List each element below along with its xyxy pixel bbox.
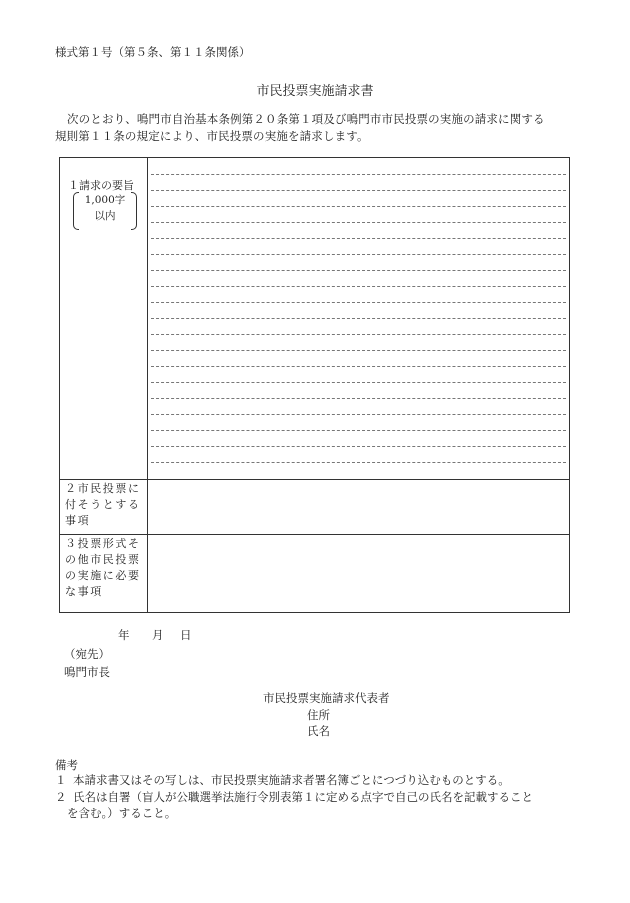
section-3-label-line: ３投票形式そ xyxy=(65,537,141,550)
section-3-entry-area[interactable] xyxy=(148,535,569,612)
writing-line xyxy=(151,398,566,399)
writing-line xyxy=(151,446,566,447)
char-limit-suffix: 以内 xyxy=(94,210,116,222)
writing-line xyxy=(151,462,566,463)
writing-line xyxy=(151,334,566,335)
writing-line xyxy=(151,238,566,239)
section-1-note xyxy=(73,192,137,230)
month-label: 月 xyxy=(152,628,164,642)
writing-line xyxy=(151,382,566,383)
section-3-label-line: の他市民投票 xyxy=(65,553,141,566)
note-item xyxy=(55,789,533,805)
note-text-continuation: を含む。）すること。 xyxy=(67,806,177,820)
section-3-label xyxy=(65,536,141,600)
section-2-label-line: ２市民投票に xyxy=(65,482,141,495)
day-label: 日 xyxy=(180,628,192,642)
bracket-left xyxy=(73,192,79,230)
char-limit: 1,000字 xyxy=(84,194,126,206)
representative-address-label: 住所 xyxy=(307,708,330,722)
writing-line xyxy=(151,318,566,319)
form-number: 様式第１号（第５条、第１１条関係） xyxy=(55,45,251,59)
writing-line xyxy=(151,254,566,255)
note-number: １ xyxy=(55,773,67,787)
section-2-label-line: 事項 xyxy=(65,514,91,527)
writing-line xyxy=(151,190,566,191)
writing-line xyxy=(151,174,566,175)
intro-line-1: 次のとおり、鳴門市自治基本条例第２０条第１項及び鳴門市市民投票の実施の請求に関する xyxy=(67,112,545,126)
note-number: ２ xyxy=(55,790,67,804)
section-2-label-line: 付そうとする xyxy=(65,498,141,511)
section-2-entry-area[interactable] xyxy=(148,480,569,534)
addressee-label: （宛先） xyxy=(64,647,110,661)
writing-line xyxy=(151,222,566,223)
writing-line xyxy=(151,286,566,287)
section-1-label: １請求の要旨 xyxy=(68,179,134,192)
note-item xyxy=(55,772,510,788)
document-title: 市民投票実施請求書 xyxy=(256,84,374,99)
writing-line xyxy=(151,270,566,271)
writing-line xyxy=(151,430,566,431)
intro-line-2: 規則第１１条の規定により、市民投票の実施を請求します。 xyxy=(55,129,369,143)
section-3-label-line: の実施に必要 xyxy=(65,569,141,582)
writing-line xyxy=(151,206,566,207)
representative-name-label: 氏名 xyxy=(307,724,330,738)
section-2-label xyxy=(65,481,141,529)
writing-line xyxy=(151,366,566,367)
writing-line xyxy=(151,414,566,415)
note-text: 本請求書又はその写しは、市民投票実施請求者署名簿ごとにつづり込むものとする。 xyxy=(73,773,510,787)
date-line xyxy=(118,627,192,643)
writing-line xyxy=(151,350,566,351)
writing-line xyxy=(151,302,566,303)
bracket-right xyxy=(131,192,137,230)
mayor-label: 鳴門市長 xyxy=(64,665,110,679)
year-label: 年 xyxy=(118,628,130,642)
note-text: 氏名は自署（盲人が公職選挙法施行令別表第１に定める点字で自己の氏名を記載すること xyxy=(73,790,533,804)
section-3-label-line: な事項 xyxy=(65,585,103,598)
notes-title: 備考 xyxy=(55,758,78,772)
representative-title: 市民投票実施請求代表者 xyxy=(263,691,390,705)
request-table xyxy=(59,157,570,613)
